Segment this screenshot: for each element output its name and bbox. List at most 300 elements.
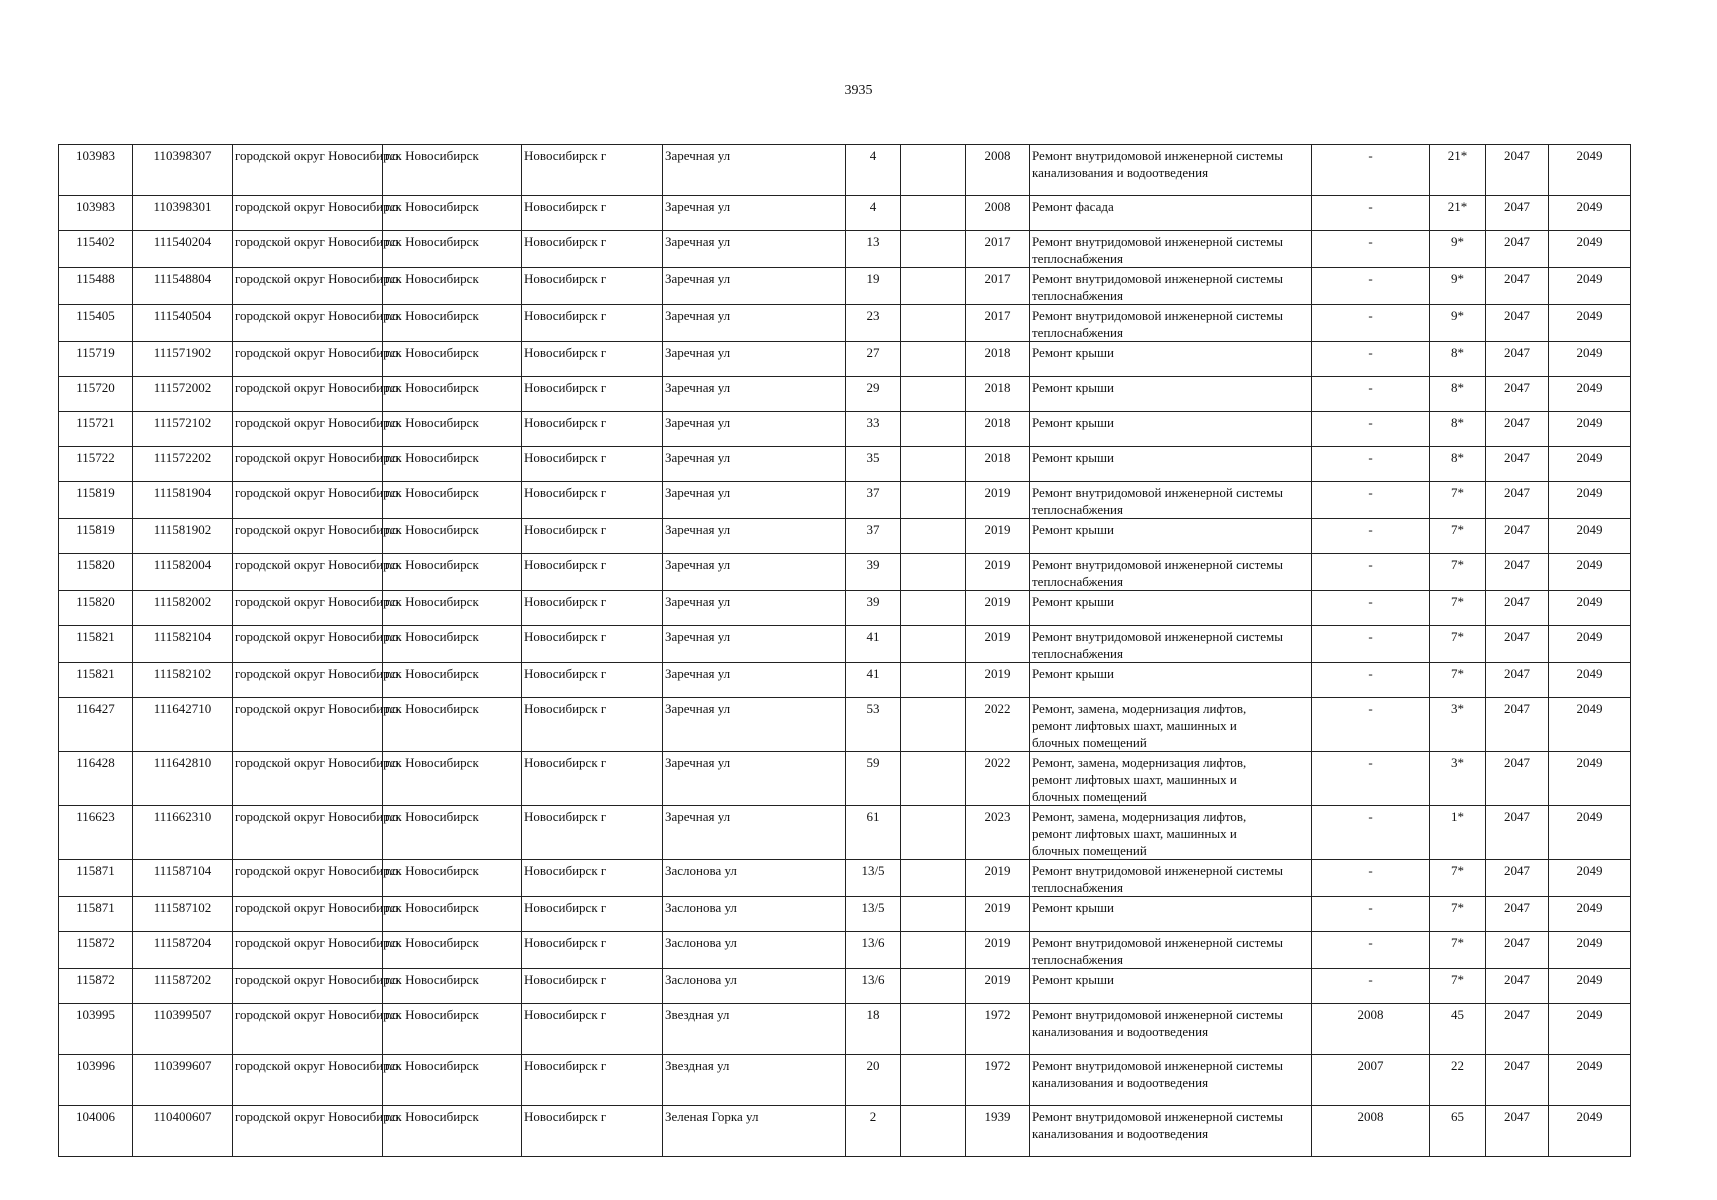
- cell-municipality: городской округ Новосибирск: [233, 663, 383, 698]
- table-row: [59, 482, 1631, 519]
- cell-locality: Новосибирск г: [522, 860, 663, 897]
- page-number: 3935: [844, 83, 873, 98]
- cell-extra: [901, 860, 966, 897]
- cell-wear: 7*: [1430, 860, 1486, 897]
- table-row: [59, 554, 1631, 591]
- cell-extra: [901, 752, 966, 806]
- cell-municipality: городской округ Новосибирск: [233, 626, 383, 663]
- cell-locality: Новосибирск г: [522, 519, 663, 554]
- cell-last-repair: 2007: [1312, 1055, 1430, 1106]
- table-row: [59, 412, 1631, 447]
- cell-work: [1030, 860, 1312, 897]
- cell-year: 2017: [966, 305, 1030, 342]
- cell-last-repair: -: [1312, 860, 1430, 897]
- cell-work: [1030, 305, 1312, 342]
- cell-street: Заречная ул: [663, 145, 846, 196]
- cell-work: [1030, 145, 1312, 196]
- cell-district: г.о. Новосибирск: [383, 196, 522, 231]
- work-description-line: Ремонт внутридомовой инженерной системы: [1032, 148, 1283, 163]
- work-description-line: канализования и водоотведения: [1032, 1126, 1209, 1141]
- cell-last-repair: -: [1312, 377, 1430, 412]
- cell-district: г.о. Новосибирск: [383, 554, 522, 591]
- work-description-line: Ремонт внутридомовой инженерной системы: [1032, 629, 1283, 644]
- cell-house: 35: [846, 447, 901, 482]
- cell-house: 41: [846, 626, 901, 663]
- cell-year: 2019: [966, 932, 1030, 969]
- cell-locality: Новосибирск г: [522, 1004, 663, 1055]
- cell-street: Заречная ул: [663, 482, 846, 519]
- cell-plan-from: 2047: [1486, 969, 1549, 1004]
- cell-code: 111581902: [133, 519, 233, 554]
- cell-house: 27: [846, 342, 901, 377]
- cell-id: 115721: [59, 412, 133, 447]
- cell-year: 2019: [966, 969, 1030, 1004]
- cell-municipality: городской округ Новосибирск: [233, 519, 383, 554]
- cell-district: г.о. Новосибирск: [383, 626, 522, 663]
- cell-work: [1030, 626, 1312, 663]
- cell-year: 2019: [966, 897, 1030, 932]
- cell-plan-to: 2049: [1549, 969, 1631, 1004]
- cell-municipality: городской округ Новосибирск: [233, 752, 383, 806]
- work-description-line: Ремонт фасада: [1032, 199, 1114, 214]
- cell-last-repair: -: [1312, 412, 1430, 447]
- cell-last-repair: -: [1312, 268, 1430, 305]
- work-description-line: Ремонт внутридомовой инженерной системы: [1032, 557, 1283, 572]
- cell-district: г.о. Новосибирск: [383, 698, 522, 752]
- cell-district: г.о. Новосибирск: [383, 591, 522, 626]
- cell-district: г.о. Новосибирск: [383, 663, 522, 698]
- work-description-line: Ремонт крыши: [1032, 594, 1114, 609]
- cell-locality: Новосибирск г: [522, 626, 663, 663]
- cell-work: [1030, 591, 1312, 626]
- cell-locality: Новосибирск г: [522, 1055, 663, 1106]
- cell-last-repair: -: [1312, 969, 1430, 1004]
- cell-district: г.о. Новосибирск: [383, 377, 522, 412]
- cell-wear: 7*: [1430, 519, 1486, 554]
- cell-work: [1030, 806, 1312, 860]
- cell-plan-from: 2047: [1486, 663, 1549, 698]
- cell-year: 2019: [966, 482, 1030, 519]
- cell-plan-from: 2047: [1486, 752, 1549, 806]
- cell-id: 115722: [59, 447, 133, 482]
- cell-district: г.о. Новосибирск: [383, 305, 522, 342]
- cell-district: г.о. Новосибирск: [383, 268, 522, 305]
- cell-extra: [901, 342, 966, 377]
- cell-district: г.о. Новосибирск: [383, 412, 522, 447]
- cell-code: 110400607: [133, 1106, 233, 1157]
- cell-municipality: городской округ Новосибирск: [233, 969, 383, 1004]
- cell-wear: 7*: [1430, 591, 1486, 626]
- cell-municipality: городской округ Новосибирск: [233, 145, 383, 196]
- cell-locality: Новосибирск г: [522, 1106, 663, 1157]
- cell-wear: 45: [1430, 1004, 1486, 1055]
- work-description-line: ремонт лифтовых шахт, машинных и: [1032, 718, 1237, 733]
- cell-house: 18: [846, 1004, 901, 1055]
- cell-locality: Новосибирск г: [522, 377, 663, 412]
- table-row: [59, 519, 1631, 554]
- cell-plan-from: 2047: [1486, 626, 1549, 663]
- cell-house: 13: [846, 231, 901, 268]
- cell-plan-from: 2047: [1486, 342, 1549, 377]
- cell-id: 115405: [59, 305, 133, 342]
- cell-last-repair: -: [1312, 698, 1430, 752]
- cell-extra: [901, 591, 966, 626]
- cell-extra: [901, 231, 966, 268]
- cell-street: Заслонова ул: [663, 897, 846, 932]
- table-row: [59, 897, 1631, 932]
- work-description-line: теплоснабжения: [1032, 646, 1123, 661]
- cell-wear: 7*: [1430, 932, 1486, 969]
- cell-code: 111662310: [133, 806, 233, 860]
- cell-house: 39: [846, 554, 901, 591]
- cell-wear: 7*: [1430, 969, 1486, 1004]
- cell-plan-to: 2049: [1549, 412, 1631, 447]
- cell-plan-from: 2047: [1486, 897, 1549, 932]
- cell-street: Заречная ул: [663, 447, 846, 482]
- work-description-line: Ремонт, замена, модернизация лифтов,: [1032, 809, 1247, 824]
- cell-id: 103983: [59, 196, 133, 231]
- cell-municipality: городской округ Новосибирск: [233, 377, 383, 412]
- cell-code: 111571902: [133, 342, 233, 377]
- work-description-line: блочных помещений: [1032, 843, 1147, 858]
- cell-year: 2022: [966, 698, 1030, 752]
- cell-id: 104006: [59, 1106, 133, 1157]
- cell-last-repair: -: [1312, 626, 1430, 663]
- cell-last-repair: -: [1312, 145, 1430, 196]
- work-description-line: Ремонт крыши: [1032, 450, 1114, 465]
- cell-extra: [901, 626, 966, 663]
- cell-street: Заречная ул: [663, 196, 846, 231]
- cell-house: 39: [846, 591, 901, 626]
- work-description-line: Ремонт крыши: [1032, 415, 1114, 430]
- cell-locality: Новосибирск г: [522, 231, 663, 268]
- table-body: [59, 145, 1631, 1157]
- cell-street: Заречная ул: [663, 231, 846, 268]
- cell-house: 41: [846, 663, 901, 698]
- cell-extra: [901, 305, 966, 342]
- cell-id: 115872: [59, 932, 133, 969]
- cell-wear: 9*: [1430, 305, 1486, 342]
- work-description-line: блочных помещений: [1032, 735, 1147, 750]
- cell-municipality: городской округ Новосибирск: [233, 1004, 383, 1055]
- cell-work: [1030, 1004, 1312, 1055]
- cell-locality: Новосибирск г: [522, 897, 663, 932]
- cell-code: 111582004: [133, 554, 233, 591]
- work-description-line: Ремонт, замена, модернизация лифтов,: [1032, 755, 1247, 770]
- cell-id: 115820: [59, 554, 133, 591]
- cell-locality: Новосибирск г: [522, 447, 663, 482]
- cell-locality: Новосибирск г: [522, 305, 663, 342]
- cell-plan-to: 2049: [1549, 626, 1631, 663]
- cell-extra: [901, 932, 966, 969]
- cell-work: [1030, 1055, 1312, 1106]
- table-row: [59, 626, 1631, 663]
- cell-code: 111582104: [133, 626, 233, 663]
- cell-year: 2022: [966, 752, 1030, 806]
- cell-last-repair: -: [1312, 482, 1430, 519]
- cell-extra: [901, 447, 966, 482]
- work-description-line: Ремонт крыши: [1032, 972, 1114, 987]
- cell-municipality: городской округ Новосибирск: [233, 932, 383, 969]
- cell-extra: [901, 377, 966, 412]
- cell-plan-to: 2049: [1549, 554, 1631, 591]
- cell-locality: Новосибирск г: [522, 663, 663, 698]
- cell-locality: Новосибирск г: [522, 554, 663, 591]
- table-row: [59, 591, 1631, 626]
- cell-plan-from: 2047: [1486, 554, 1549, 591]
- table-row: [59, 932, 1631, 969]
- cell-street: Заречная ул: [663, 591, 846, 626]
- cell-wear: 3*: [1430, 752, 1486, 806]
- cell-year: 1972: [966, 1004, 1030, 1055]
- cell-plan-to: 2049: [1549, 305, 1631, 342]
- cell-plan-from: 2047: [1486, 377, 1549, 412]
- cell-plan-from: 2047: [1486, 482, 1549, 519]
- cell-plan-to: 2049: [1549, 342, 1631, 377]
- cell-municipality: городской округ Новосибирск: [233, 412, 383, 447]
- cell-wear: 21*: [1430, 196, 1486, 231]
- table-row: [59, 860, 1631, 897]
- cell-last-repair: -: [1312, 663, 1430, 698]
- cell-house: 23: [846, 305, 901, 342]
- cell-municipality: городской округ Новосибирск: [233, 196, 383, 231]
- cell-year: 2018: [966, 412, 1030, 447]
- table-row: [59, 1004, 1631, 1055]
- cell-municipality: городской округ Новосибирск: [233, 447, 383, 482]
- cell-wear: 7*: [1430, 626, 1486, 663]
- cell-extra: [901, 1004, 966, 1055]
- cell-district: г.о. Новосибирск: [383, 752, 522, 806]
- cell-id: 103983: [59, 145, 133, 196]
- cell-house: 61: [846, 806, 901, 860]
- table-row: [59, 305, 1631, 342]
- cell-year: 2023: [966, 806, 1030, 860]
- cell-last-repair: -: [1312, 806, 1430, 860]
- cell-street: Заслонова ул: [663, 932, 846, 969]
- cell-municipality: городской округ Новосибирск: [233, 897, 383, 932]
- cell-municipality: городской округ Новосибирск: [233, 698, 383, 752]
- cell-code: 110399607: [133, 1055, 233, 1106]
- cell-plan-from: 2047: [1486, 196, 1549, 231]
- cell-municipality: городской округ Новосибирск: [233, 554, 383, 591]
- cell-code: 111540504: [133, 305, 233, 342]
- cell-district: г.о. Новосибирск: [383, 519, 522, 554]
- cell-wear: 7*: [1430, 554, 1486, 591]
- cell-code: 111540204: [133, 231, 233, 268]
- cell-year: 2019: [966, 663, 1030, 698]
- cell-year: 2019: [966, 591, 1030, 626]
- cell-plan-from: 2047: [1486, 932, 1549, 969]
- cell-extra: [901, 268, 966, 305]
- cell-last-repair: -: [1312, 342, 1430, 377]
- cell-wear: 7*: [1430, 663, 1486, 698]
- cell-house: 4: [846, 145, 901, 196]
- table-row: [59, 1055, 1631, 1106]
- work-description-line: Ремонт внутридомовой инженерной системы: [1032, 1109, 1283, 1124]
- cell-year: 2019: [966, 860, 1030, 897]
- work-description-line: канализования и водоотведения: [1032, 1024, 1209, 1039]
- cell-street: Заречная ул: [663, 554, 846, 591]
- cell-wear: 9*: [1430, 268, 1486, 305]
- cell-house: 20: [846, 1055, 901, 1106]
- cell-plan-from: 2047: [1486, 231, 1549, 268]
- cell-plan-to: 2049: [1549, 519, 1631, 554]
- cell-work: [1030, 969, 1312, 1004]
- cell-wear: 7*: [1430, 897, 1486, 932]
- cell-id: 103995: [59, 1004, 133, 1055]
- cell-id: 115819: [59, 519, 133, 554]
- cell-house: 37: [846, 482, 901, 519]
- cell-locality: Новосибирск г: [522, 969, 663, 1004]
- cell-district: г.о. Новосибирск: [383, 806, 522, 860]
- cell-plan-to: 2049: [1549, 806, 1631, 860]
- cell-work: [1030, 447, 1312, 482]
- repair-registry-table: [58, 144, 1631, 1157]
- cell-wear: 3*: [1430, 698, 1486, 752]
- work-description-line: Ремонт внутридомовой инженерной системы: [1032, 485, 1283, 500]
- cell-municipality: городской округ Новосибирск: [233, 305, 383, 342]
- cell-extra: [901, 806, 966, 860]
- work-description-line: канализования и водоотведения: [1032, 165, 1209, 180]
- cell-plan-to: 2049: [1549, 1055, 1631, 1106]
- cell-plan-from: 2047: [1486, 1106, 1549, 1157]
- cell-extra: [901, 969, 966, 1004]
- cell-street: Зеленая Горка ул: [663, 1106, 846, 1157]
- cell-plan-from: 2047: [1486, 1055, 1549, 1106]
- cell-district: г.о. Новосибирск: [383, 447, 522, 482]
- cell-plan-from: 2047: [1486, 591, 1549, 626]
- table-row: [59, 145, 1631, 196]
- cell-year: 1939: [966, 1106, 1030, 1157]
- cell-district: г.о. Новосибирск: [383, 1004, 522, 1055]
- cell-code: 111548804: [133, 268, 233, 305]
- cell-year: 2019: [966, 626, 1030, 663]
- cell-plan-to: 2049: [1549, 196, 1631, 231]
- cell-work: [1030, 196, 1312, 231]
- cell-street: Заслонова ул: [663, 969, 846, 1004]
- cell-plan-to: 2049: [1549, 860, 1631, 897]
- cell-municipality: городской округ Новосибирск: [233, 1106, 383, 1157]
- work-description-line: Ремонт крыши: [1032, 345, 1114, 360]
- cell-year: 2019: [966, 554, 1030, 591]
- work-description-line: Ремонт внутридомовой инженерной системы: [1032, 1058, 1283, 1073]
- cell-year: 2008: [966, 196, 1030, 231]
- cell-code: 111582002: [133, 591, 233, 626]
- cell-district: г.о. Новосибирск: [383, 342, 522, 377]
- cell-street: Заречная ул: [663, 626, 846, 663]
- cell-code: 111572202: [133, 447, 233, 482]
- cell-plan-to: 2049: [1549, 663, 1631, 698]
- work-description-line: Ремонт внутридомовой инженерной системы: [1032, 1007, 1283, 1022]
- cell-id: 116427: [59, 698, 133, 752]
- cell-code: 110398307: [133, 145, 233, 196]
- cell-work: [1030, 231, 1312, 268]
- cell-plan-to: 2049: [1549, 897, 1631, 932]
- cell-locality: Новосибирск г: [522, 806, 663, 860]
- cell-wear: 8*: [1430, 447, 1486, 482]
- table-row: [59, 806, 1631, 860]
- cell-year: 2018: [966, 342, 1030, 377]
- cell-work: [1030, 377, 1312, 412]
- cell-house: 53: [846, 698, 901, 752]
- cell-plan-from: 2047: [1486, 806, 1549, 860]
- cell-id: 115720: [59, 377, 133, 412]
- work-description-line: теплоснабжения: [1032, 952, 1123, 967]
- work-description-line: блочных помещений: [1032, 789, 1147, 804]
- cell-extra: [901, 196, 966, 231]
- cell-extra: [901, 554, 966, 591]
- cell-municipality: городской округ Новосибирск: [233, 482, 383, 519]
- cell-locality: Новосибирск г: [522, 412, 663, 447]
- cell-work: [1030, 752, 1312, 806]
- cell-street: Заречная ул: [663, 663, 846, 698]
- work-description-line: теплоснабжения: [1032, 288, 1123, 303]
- work-description-line: Ремонт крыши: [1032, 666, 1114, 681]
- cell-year: 2017: [966, 268, 1030, 305]
- work-description-line: канализования и водоотведения: [1032, 1075, 1209, 1090]
- cell-work: [1030, 519, 1312, 554]
- cell-year: 1972: [966, 1055, 1030, 1106]
- cell-locality: Новосибирск г: [522, 752, 663, 806]
- cell-house: 13/6: [846, 969, 901, 1004]
- cell-house: 29: [846, 377, 901, 412]
- cell-municipality: городской округ Новосибирск: [233, 231, 383, 268]
- cell-work: [1030, 554, 1312, 591]
- cell-last-repair: -: [1312, 305, 1430, 342]
- cell-house: 4: [846, 196, 901, 231]
- cell-last-repair: 2008: [1312, 1004, 1430, 1055]
- cell-street: Заречная ул: [663, 752, 846, 806]
- cell-work: [1030, 342, 1312, 377]
- cell-house: 33: [846, 412, 901, 447]
- cell-house: 13/6: [846, 932, 901, 969]
- cell-plan-from: 2047: [1486, 519, 1549, 554]
- cell-house: 59: [846, 752, 901, 806]
- cell-plan-to: 2049: [1549, 1004, 1631, 1055]
- cell-plan-to: 2049: [1549, 591, 1631, 626]
- cell-year: 2018: [966, 447, 1030, 482]
- cell-street: Заречная ул: [663, 342, 846, 377]
- cell-last-repair: -: [1312, 591, 1430, 626]
- table-row: [59, 268, 1631, 305]
- table-row: [59, 447, 1631, 482]
- cell-work: [1030, 897, 1312, 932]
- table-row: [59, 969, 1631, 1004]
- cell-code: 111642810: [133, 752, 233, 806]
- cell-id: 115819: [59, 482, 133, 519]
- cell-code: 111587204: [133, 932, 233, 969]
- work-description-line: Ремонт внутридомовой инженерной системы: [1032, 234, 1283, 249]
- cell-extra: [901, 1055, 966, 1106]
- cell-id: 115821: [59, 626, 133, 663]
- cell-street: Заречная ул: [663, 412, 846, 447]
- table-row: [59, 377, 1631, 412]
- cell-id: 115872: [59, 969, 133, 1004]
- cell-municipality: городской округ Новосибирск: [233, 860, 383, 897]
- work-description-line: Ремонт крыши: [1032, 900, 1114, 915]
- work-description-line: Ремонт крыши: [1032, 522, 1114, 537]
- table-row: [59, 342, 1631, 377]
- cell-house: 13/5: [846, 860, 901, 897]
- cell-plan-to: 2049: [1549, 932, 1631, 969]
- cell-wear: 8*: [1430, 342, 1486, 377]
- cell-extra: [901, 145, 966, 196]
- cell-street: Заречная ул: [663, 698, 846, 752]
- cell-street: Звездная ул: [663, 1004, 846, 1055]
- cell-last-repair: -: [1312, 932, 1430, 969]
- cell-id: 103996: [59, 1055, 133, 1106]
- work-description-line: теплоснабжения: [1032, 880, 1123, 895]
